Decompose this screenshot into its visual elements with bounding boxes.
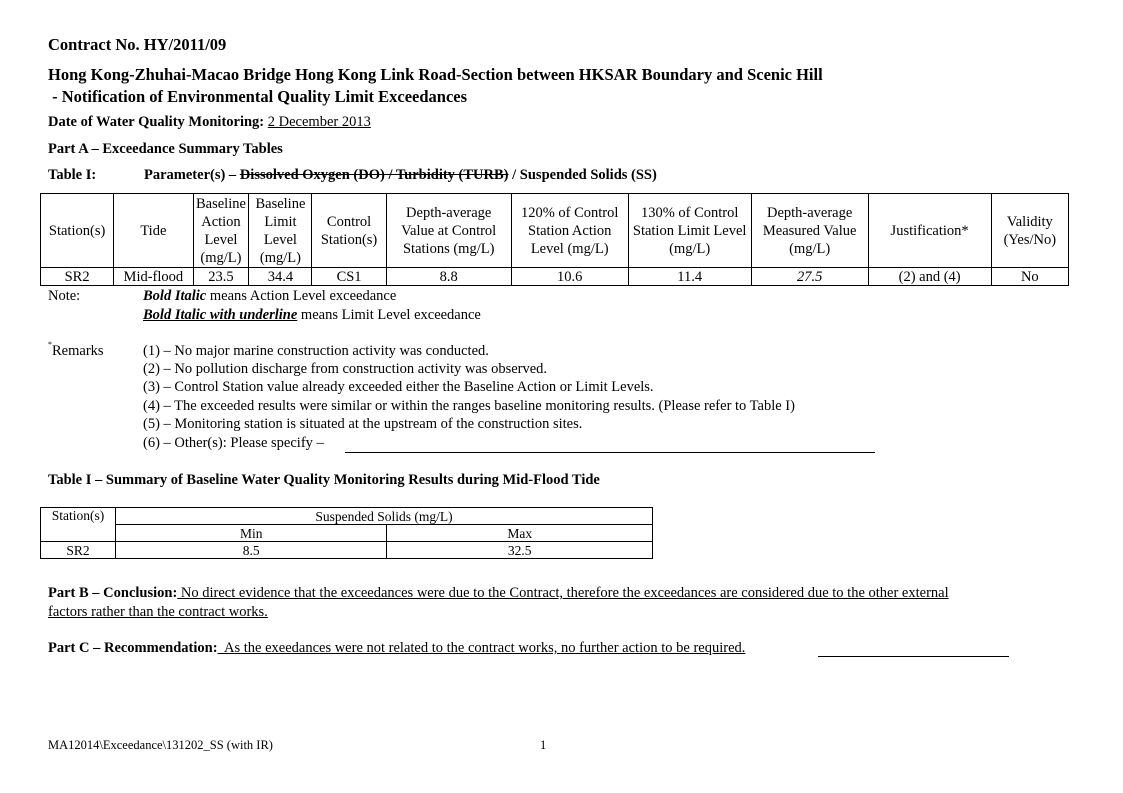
footer-path: MA12014\Exceedance\131202_SS (with IR) xyxy=(48,738,273,752)
table-cell: 10.6 xyxy=(511,268,628,286)
table-cell: Mid-flood xyxy=(114,268,193,286)
col-header: 130% of Control Station Limit Level (mg/L) xyxy=(628,194,751,268)
table-cell: CS1 xyxy=(312,268,386,286)
part-c-label: Part C – Recommendation: xyxy=(48,640,218,656)
note-limit-style: Bold Italic with underline xyxy=(143,307,298,323)
note-limit-level xyxy=(143,307,481,324)
col-header: Depth-average Value at Control Stations (mg/L) xyxy=(386,194,511,268)
remark-item: (5) – Monitoring station is situated at the upstream of the construction sites. xyxy=(143,416,583,432)
table-1-parameters xyxy=(144,167,657,184)
part-b-conclusion xyxy=(48,585,949,602)
col-header: Baseline Action Level (mg/L) xyxy=(193,194,249,268)
note-action-level xyxy=(143,288,396,305)
monitoring-date-line xyxy=(48,114,371,131)
note-limit-text: means Limit Level exceedance xyxy=(297,307,481,323)
min-header: Min xyxy=(115,525,387,542)
contract-number: Contract No. HY/2011/09 xyxy=(48,35,227,54)
monitoring-date-label: Date of Water Quality Monitoring: xyxy=(48,114,265,130)
measured-value-cell: 27.5 xyxy=(751,268,868,286)
remarks-label-text: Remarks xyxy=(52,343,104,359)
note-action-style: Bold Italic xyxy=(143,288,207,304)
station-header: Station(s) xyxy=(41,508,116,542)
note-action-text: means Action Level exceedance xyxy=(206,288,397,304)
monitoring-date-value: 2 December 2013 xyxy=(267,114,371,130)
remark-item: (1) – No major marine construction activity was conducted. xyxy=(143,343,489,359)
table-subheader-row xyxy=(41,525,653,542)
table-cell: SR2 xyxy=(41,542,116,559)
page-number: 1 xyxy=(540,738,547,752)
specify-underline xyxy=(345,452,875,453)
document-title: Hong Kong-Zhuhai-Macao Bridge Hong Kong Link Road-Section between HKSAR Boundary and Scenic Hill xyxy=(48,65,823,84)
table-row xyxy=(41,268,1069,286)
col-header: Station(s) xyxy=(41,194,114,268)
col-header: Baseline Limit Level (mg/L) xyxy=(249,194,312,268)
part-c-text: As the exeedances were not related to the contract works, no further action to be required. xyxy=(217,640,746,656)
table-cell: 11.4 xyxy=(628,268,751,286)
exceedance-summary-table xyxy=(40,193,1069,286)
part-b-text-2: factors rather than the contract works. xyxy=(48,604,268,620)
table-cell: SR2 xyxy=(41,268,114,286)
table-cell: 8.8 xyxy=(386,268,511,286)
part-b-text-1: No direct evidence that the exceedances were due to the Contract, therefore the exceedances are considered due to the other external xyxy=(177,585,949,601)
parameter-header: Suspended Solids (mg/L) xyxy=(115,508,652,525)
remark-item: (4) – The exceeded results were similar or within the ranges baseline monitoring results. (Please refer to Table I) xyxy=(143,398,795,414)
remark-item: (3) – Control Station value already exceeded either the Baseline Action or Limit Levels. xyxy=(143,379,654,395)
part-b-label: Part B – Conclusion: xyxy=(48,585,178,601)
remarks-marker: * xyxy=(48,340,52,349)
part-a-heading: Part A – Exceedance Summary Tables xyxy=(48,141,283,157)
col-header: Validity (Yes/No) xyxy=(991,194,1068,268)
col-header: Justification* xyxy=(868,194,991,268)
col-header: Depth-average Measured Value (mg/L) xyxy=(751,194,868,268)
remark-item: (2) – No pollution discharge from construction activity was observed. xyxy=(143,361,548,377)
part-c-recommendation xyxy=(48,640,745,657)
remarks-label xyxy=(48,340,104,360)
table-header-row xyxy=(41,194,1069,268)
param-suffix: / Suspended Solids (SS) xyxy=(508,167,657,183)
param-struck: Dissolved Oxygen (DO) / Turbidity (TURB) xyxy=(239,167,509,183)
table-cell: 34.4 xyxy=(249,268,312,286)
table-cell: No xyxy=(991,268,1068,286)
note-label: Note: xyxy=(48,288,81,304)
baseline-table-title: Table I – Summary of Baseline Water Quality Monitoring Results during Mid-Flood Tide xyxy=(48,472,600,488)
table-header-row xyxy=(41,508,653,525)
remark-item: (6) – Other(s): Please specify – xyxy=(143,435,324,451)
table-cell: 23.5 xyxy=(193,268,249,286)
param-prefix: Parameter(s) – xyxy=(144,167,240,183)
table-1-label: Table I: xyxy=(48,167,97,183)
table-cell: (2) and (4) xyxy=(868,268,991,286)
col-header: Tide xyxy=(114,194,193,268)
table-row xyxy=(41,542,653,559)
col-header: Control Station(s) xyxy=(312,194,386,268)
baseline-summary-table xyxy=(40,507,653,559)
document-subtitle: - Notification of Environmental Quality Limit Exceedances xyxy=(48,87,468,106)
table-cell: 32.5 xyxy=(387,542,653,559)
max-header: Max xyxy=(387,525,653,542)
col-header: 120% of Control Station Action Level (mg/L) xyxy=(511,194,628,268)
recommendation-underline xyxy=(818,656,1009,657)
table-cell: 8.5 xyxy=(115,542,387,559)
